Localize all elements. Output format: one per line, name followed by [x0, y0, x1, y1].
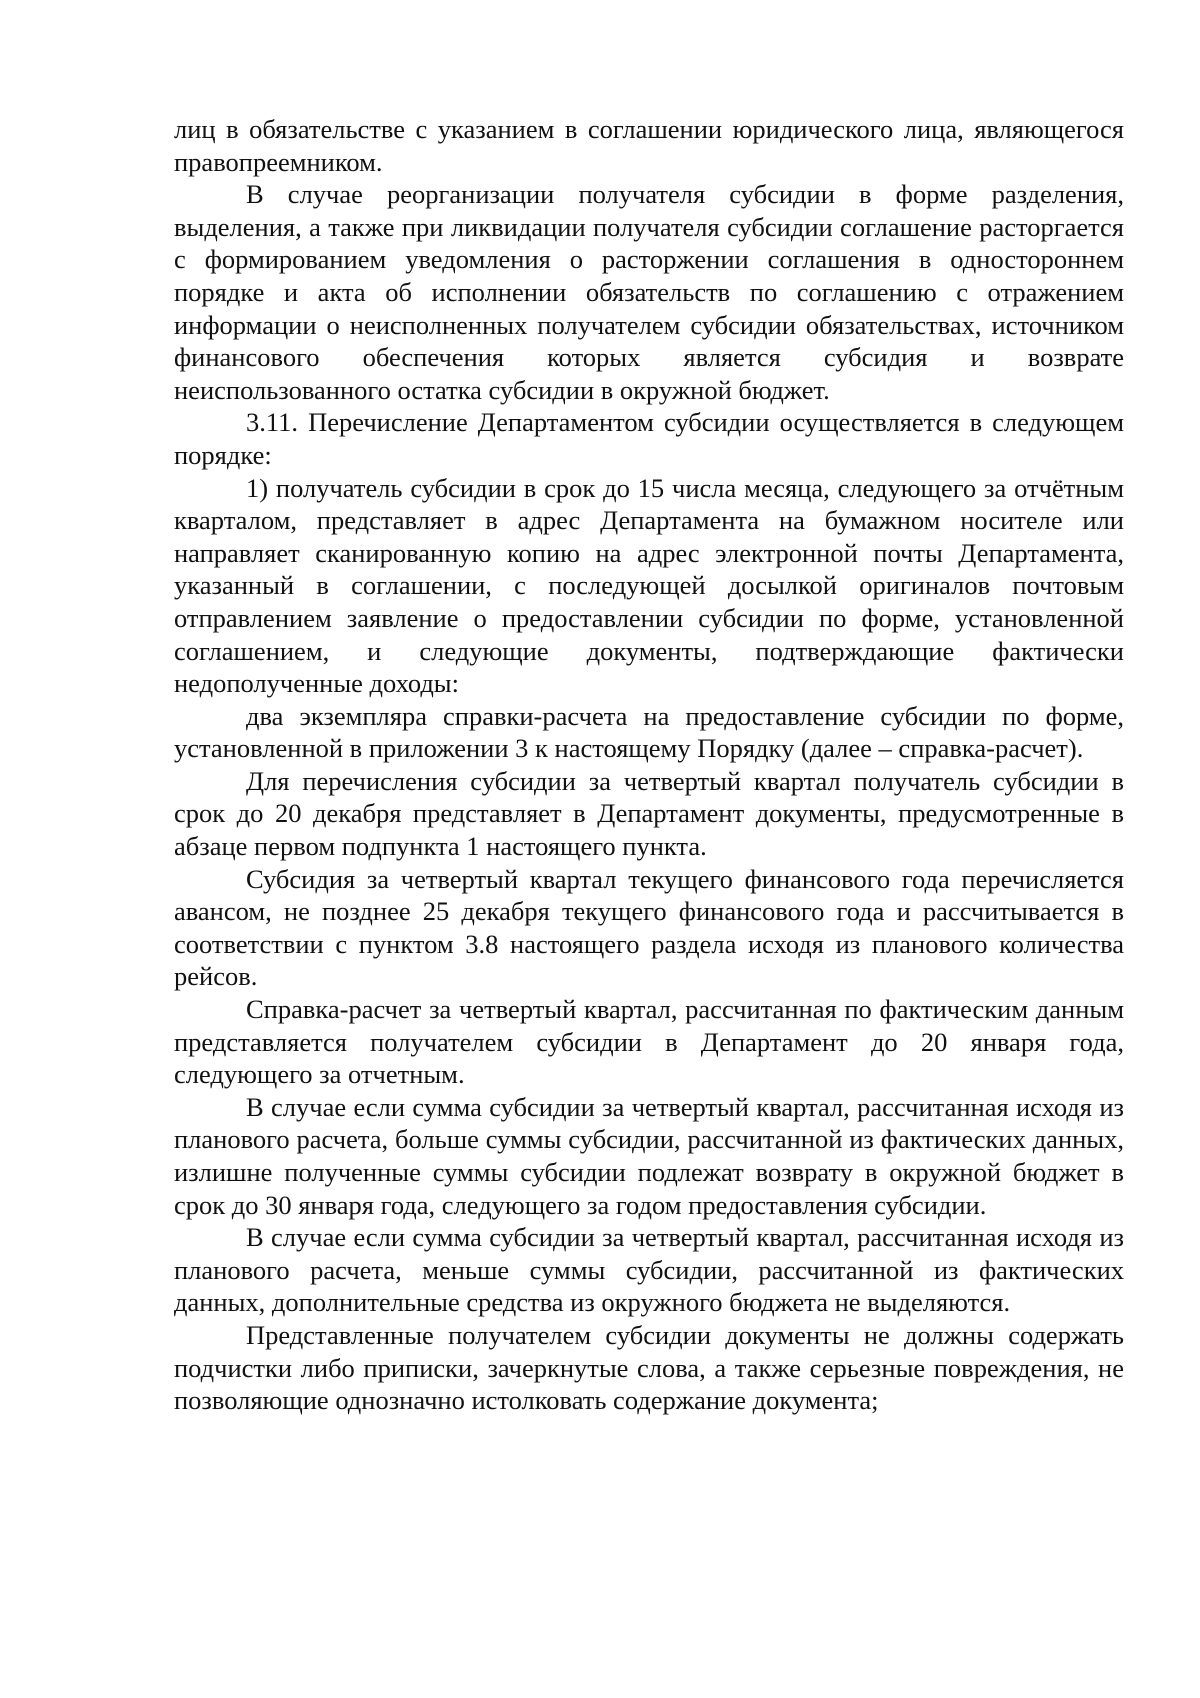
- paragraph-fourth-quarter-transfer: Для перечисления субсидии за четвертый квартал получатель субсидии в срок до 20 декабря представляет в Департамент документы, предусмотренные в абзаце первом подпункта 1 настоящего пункта.: [174, 765, 1124, 862]
- paragraph-advance-payment: Субсидия за четвертый квартал текущего финансового года перечисляется авансом, не позднее 25 декабря текущего финансового года и рассчитывается в соответствии с пунктом 3.8 настоящего раздела исходя из планового количества рейсов.: [174, 863, 1124, 992]
- paragraph-overpayment-return: В случае если сумма субсидии за четвертый квартал, рассчитанная исходя из планового расчета, больше суммы субсидии, рассчитанной из фактических данных, излишне полученные суммы субсидии подлежат возврату в окружной бюджет в срок до 30 января года, следующего за годом предоставления субсидии.: [174, 1091, 1124, 1220]
- paragraph-underpayment: В случае если сумма субсидии за четвертый квартал, рассчитанная исходя из планового расчета, меньше суммы субсидии, рассчитанной из фактических данных, дополнительные средства из окружного бюджета не выделяются.: [174, 1222, 1124, 1318]
- paragraph-continuation: лиц в обязательстве с указанием в соглашении юридического лица, являющегося правопреемником.: [174, 114, 1124, 177]
- paragraph-reorganization: В случае реорганизации получателя субсидии в форме разделения, выделения, а также при ликвидации получателя субсидии соглашение расторгается с формированием уведомления о расторжении соглашения в одностороннем порядке и акта об исполнении обязательств по соглашению с отражением информации о неисполненных получателем субсидии обязательствах, источником финансового обеспечения которых является субсидия и возврате неиспользованного остатка субсидии в окружной бюджет.: [174, 179, 1124, 405]
- paragraph-clause-3-11: 3.11. Перечисление Департаментом субсидии осуществляется в следующем порядке:: [174, 407, 1124, 470]
- document-body: [174, 113, 1124, 1417]
- paragraph-actual-data-report: Справка-расчет за четвертый квартал, рассчитанная по фактическим данным представляется получателем субсидии в Департамент до 20 января года, следующего за отчетным.: [174, 994, 1124, 1090]
- paragraph-document-requirements: Представленные получателем субсидии документы не должны содержать подчистки либо приписки, зачеркнутые слова, а также серьезные повреждения, не позволяющие однозначно истолковать содержание документа;: [174, 1319, 1124, 1416]
- paragraph-two-copies: два экземпляра справки-расчета на предоставление субсидии по форме, установленной в приложении 3 к настоящему Порядку (далее – справка-расчет).: [174, 700, 1124, 764]
- paragraph-subclause-1: 1) получатель субсидии в срок до 15 числа месяца, следующего за отчётным кварталом, представляет в адрес Департамента на бумажном носителе или направляет сканированную копию на адрес электронной почты Департамента, указанный в соглашении, с последующей досылкой оригиналов почтовым отправлением заявление о предоставлении субсидии по форме, установленной соглашением, и следующие документы, подтверждающие фактически недополученные доходы:: [174, 472, 1124, 699]
